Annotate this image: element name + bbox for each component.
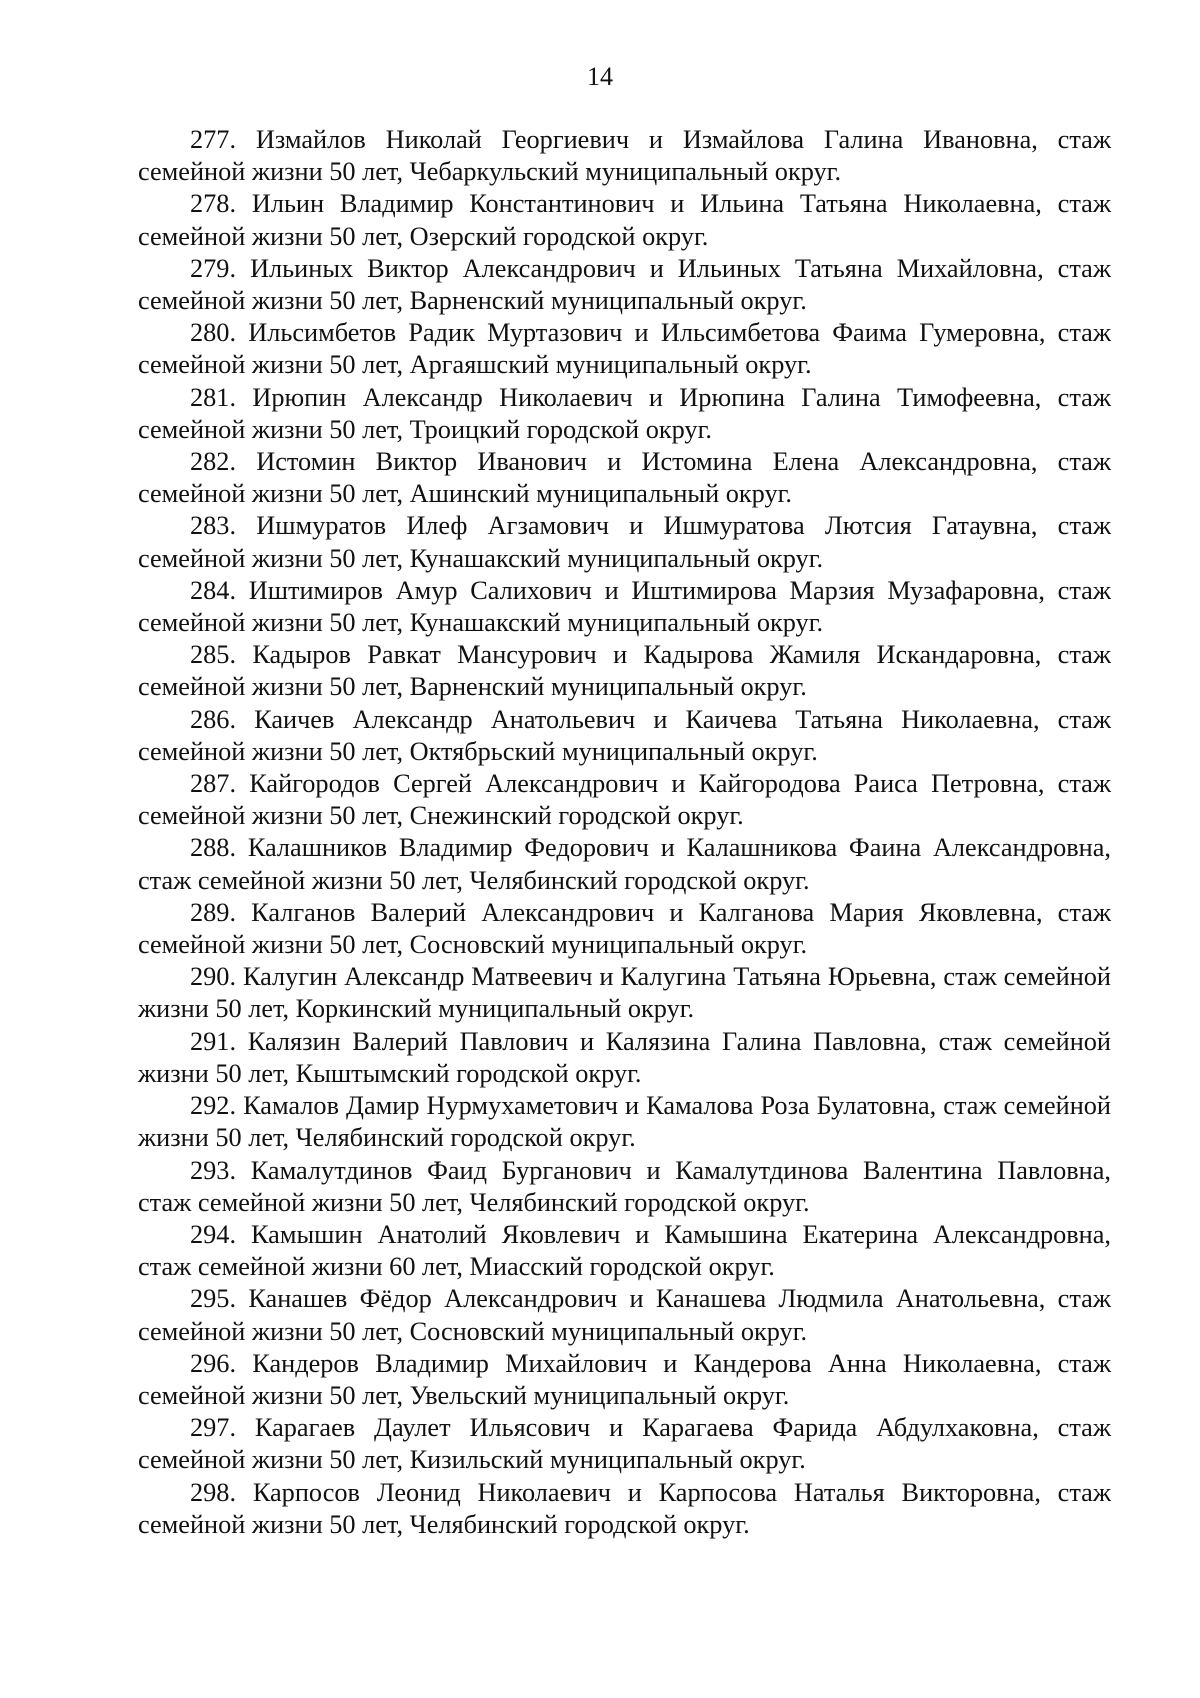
entry-text: Калугин Александр Матвеевич и Калугина Татьяна Юрьевна, стаж семейной жизни 50 лет, Коркинский муниципальный округ. (138, 962, 1111, 1024)
list-item (138, 510, 1111, 574)
entry-text: Карагаев Даулет Ильясович и Карагаева Фарида Абдулхаковна, стаж семейной жизни 50 лет, Кизильский муниципальный округ. (138, 1413, 1111, 1475)
entry-number: 292. (190, 1091, 237, 1121)
entry-number: 286. (190, 704, 237, 734)
list-item (138, 124, 1111, 188)
list-item (138, 961, 1111, 1025)
list-item (138, 1283, 1111, 1347)
list-item (138, 1090, 1111, 1154)
entry-text: Калашников Владимир Федорович и Калашникова Фаина Александровна, стаж семейной жизни 50 лет, Челябинский городской округ. (138, 833, 1112, 895)
entry-text: Калязин Валерий Павлович и Калязина Галина Павловна, стаж семейной жизни 50 лет, Кыштымский городской округ. (138, 1026, 1111, 1088)
entry-text: Канашев Фёдор Александрович и Канашева Людмила Анатольевна, стаж семейной жизни 50 лет, Сосновский муниципальный округ. (138, 1284, 1111, 1346)
entry-text: Ирюпин Александр Николаевич и Ирюпина Галина Тимофеевна, стаж семейной жизни 50 лет, Троицкий городской округ. (138, 382, 1111, 444)
list-item (138, 897, 1111, 961)
entry-number: 297. (190, 1413, 237, 1443)
list-item (138, 382, 1111, 446)
list-item (138, 832, 1111, 896)
entry-number: 290. (190, 962, 237, 992)
entry-number: 283. (190, 511, 237, 541)
entry-text: Ильин Владимир Константинович и Ильина Татьяна Николаевна, стаж семейной жизни 50 лет, Озерский городской округ. (138, 189, 1111, 251)
list-item (138, 575, 1111, 639)
entry-text: Ишмуратов Илеф Агзамович и Ишмуратова Лютсия Гатаувна, стаж семейной жизни 50 лет, Кунашакский муниципальный округ. (138, 511, 1111, 573)
entry-text: Ильсимбетов Радик Муртазович и Ильсимбетова Фаима Гумеровна, стаж семейной жизни 50 лет, Аргаяшский муниципальный округ. (138, 318, 1112, 380)
entry-number: 285. (190, 640, 237, 670)
entry-text: Каичев Александр Анатольевич и Каичева Татьяна Николаевна, стаж семейной жизни 50 лет, Октябрьский муниципальный округ. (138, 704, 1112, 766)
list-item (138, 704, 1111, 768)
entry-text: Камалутдинов Фаид Бурганович и Камалутдинова Валентина Павловна, стаж семейной жизни 50 лет, Челябинский городской округ. (138, 1155, 1111, 1217)
list-item (138, 1155, 1111, 1219)
entry-number: 296. (190, 1348, 237, 1378)
entry-number: 291. (190, 1026, 237, 1056)
entry-text: Кадыров Равкат Мансурович и Кадырова Жамиля Искандаровна, стаж семейной жизни 50 лет, Варненский муниципальный округ. (138, 640, 1112, 702)
entry-number: 294. (190, 1219, 237, 1249)
list-item (138, 1026, 1111, 1090)
entry-text: Камалов Дамир Нурмухаметович и Камалова Роза Булатовна, стаж семейной жизни 50 лет, Челябинский городской округ. (138, 1091, 1112, 1153)
entry-number: 278. (190, 189, 237, 219)
entry-number: 298. (190, 1477, 237, 1507)
entry-text: Карпосов Леонид Николаевич и Карпосова Наталья Викторовна, стаж семейной жизни 50 лет, Челябинский городской округ. (138, 1477, 1111, 1539)
entry-number: 279. (190, 253, 237, 283)
entry-number: 280. (190, 318, 237, 348)
entry-text: Калганов Валерий Александрович и Калганова Мария Яковлевна, стаж семейной жизни 50 лет, Сосновский муниципальный округ. (138, 897, 1111, 960)
entry-number: 288. (190, 833, 237, 863)
entry-number: 287. (190, 769, 237, 799)
entry-number: 282. (190, 447, 237, 477)
list-item (138, 1477, 1111, 1541)
entry-text: Измайлов Николай Георгиевич и Измайлова Галина Ивановна, стаж семейной жизни 50 лет, Чебаркульский муниципальный округ. (138, 125, 1112, 187)
entry-number: 289. (190, 897, 237, 927)
entry-text: Истомин Виктор Иванович и Истомина Елена Александровна, стаж семейной жизни 50 лет, Ашинский муниципальный округ. (138, 447, 1111, 509)
list-item (138, 1219, 1111, 1283)
list-item (138, 317, 1111, 381)
entry-list (138, 124, 1111, 1541)
entry-number: 281. (190, 382, 237, 412)
entry-number: 293. (190, 1155, 237, 1185)
list-item (138, 188, 1111, 252)
entry-text: Кайгородов Сергей Александрович и Кайгородова Раиса Петровна, стаж семейной жизни 50 лет, Снежинский городской округ. (138, 769, 1112, 831)
page-number: 14 (587, 62, 613, 91)
entry-text: Камышин Анатолий Яковлевич и Камышина Екатерина Александровна, стаж семейной жизни 60 лет, Миасский городской округ. (138, 1219, 1111, 1282)
entry-text: Кандеров Владимир Михайлович и Кандерова Анна Николаевна, стаж семейной жизни 50 лет, Увельский муниципальный округ. (138, 1348, 1111, 1410)
list-item (138, 1412, 1111, 1476)
entry-text: Иштимиров Амур Салихович и Иштимирова Марзия Музафаровна, стаж семейной жизни 50 лет, Кунашакский муниципальный округ. (138, 575, 1112, 638)
list-item (138, 1348, 1111, 1412)
entry-number: 277. (190, 125, 237, 154)
list-item (138, 446, 1111, 510)
list-item (138, 253, 1111, 317)
list-item (138, 768, 1111, 832)
list-item (138, 639, 1111, 703)
entry-number: 295. (190, 1284, 237, 1314)
entry-number: 284. (190, 575, 237, 605)
entry-text: Ильиных Виктор Александрович и Ильиных Татьяна Михайловна, стаж семейной жизни 50 лет, Варненский муниципальный округ. (138, 253, 1112, 316)
